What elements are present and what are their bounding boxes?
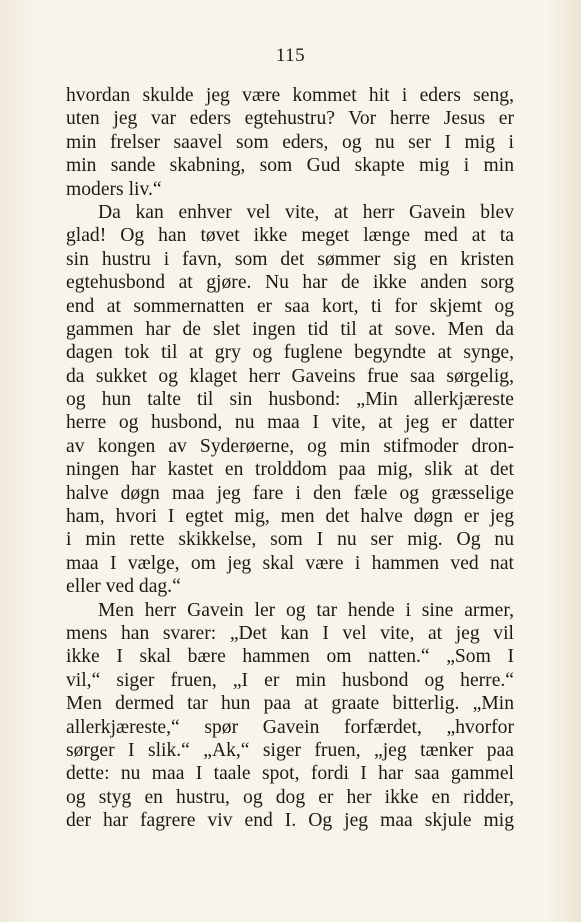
text-line: eller ved dag.“ [66, 576, 181, 598]
text-line: glad! Og han tøvet ikke meget længe med at ta [66, 225, 514, 247]
text-line: ham, hvori I egtet mig, men det halve døgn er jeg [66, 506, 514, 528]
text-line: moders liv.“ [66, 178, 162, 200]
text-line: og hun talte til sin husbond: „Min allerkjæreste [66, 389, 514, 411]
text-line: hvordan skulde jeg være kommet hit i eders seng, [66, 85, 514, 106]
text-line: Men dermed tar hun paa at graate bitterlig. „Min [66, 693, 514, 715]
text-line: ningen har kastet en trolddom paa mig, slik at det [66, 459, 514, 481]
text-line: ikke I skal bære hammen om natten.“ „Som I [66, 646, 514, 668]
text-line: egtehusbond at gjøre. Nu har de ikke anden sorg [66, 272, 514, 294]
text-line: Men herr Gavein ler og tar hende i sine armer, [98, 599, 514, 621]
text-line: allerkjæreste,“ spør Gavein forfærdet, „hvorfor [66, 716, 514, 738]
text-line: dagen tok til at gry og fuglene begyndte at synge, [66, 342, 514, 364]
text-line: der har fagrere viv end I. Og jeg maa skjule mig [66, 810, 514, 832]
text-line: Da kan enhver vel vite, at herr Gavein blev [98, 201, 514, 223]
text-line: end at sommernatten er saa kort, ti for skjemt og [66, 295, 514, 317]
text-line: uten jeg var eders egtehustru? Vor herre Jesus er [66, 108, 514, 130]
text-line: sørger I slik.“ „Ak,“ siger fruen, „jeg tænker paa [66, 739, 514, 761]
text-line: sin hustru i favn, som det sømmer sig en kristen [66, 248, 514, 270]
text-line: da sukket og klaget herr Gaveins frue saa sørgelig, [66, 365, 514, 387]
text-line: halve døgn maa jeg fare i den fæle og græsselige [66, 482, 514, 504]
text-line: og styg en hustru, og dog er her ikke en ridder, [66, 786, 514, 808]
text-line: gammen har de slet ingen tid til at sove. Men da [66, 318, 514, 340]
text-line: mens han svarer: „Det kan I vel vite, at jeg vil [66, 622, 514, 644]
text-line: i min rette skikkelse, som I nu ser mig. Og nu [66, 529, 514, 551]
text-line: min sande skabning, som Gud skapte mig i min [66, 155, 514, 177]
body-text [66, 84, 514, 833]
text-line: maa I vælge, om jeg skal være i hammen ved nat [66, 552, 514, 574]
page-number: 115 [275, 45, 306, 66]
text-line: vil,“ siger fruen, „I er min husbond og herre.“ [66, 669, 514, 691]
text-line: herre og husbond, nu maa I vite, at jeg er datter [66, 412, 514, 434]
text-line: min frelser saavel som eders, og nu ser I mig i [66, 131, 514, 153]
text-line: dette: nu maa I taale spot, fordi I har saa gammel [66, 763, 514, 785]
text-line: av kongen av Syderøerne, og min stifmoder dron- [66, 435, 514, 457]
